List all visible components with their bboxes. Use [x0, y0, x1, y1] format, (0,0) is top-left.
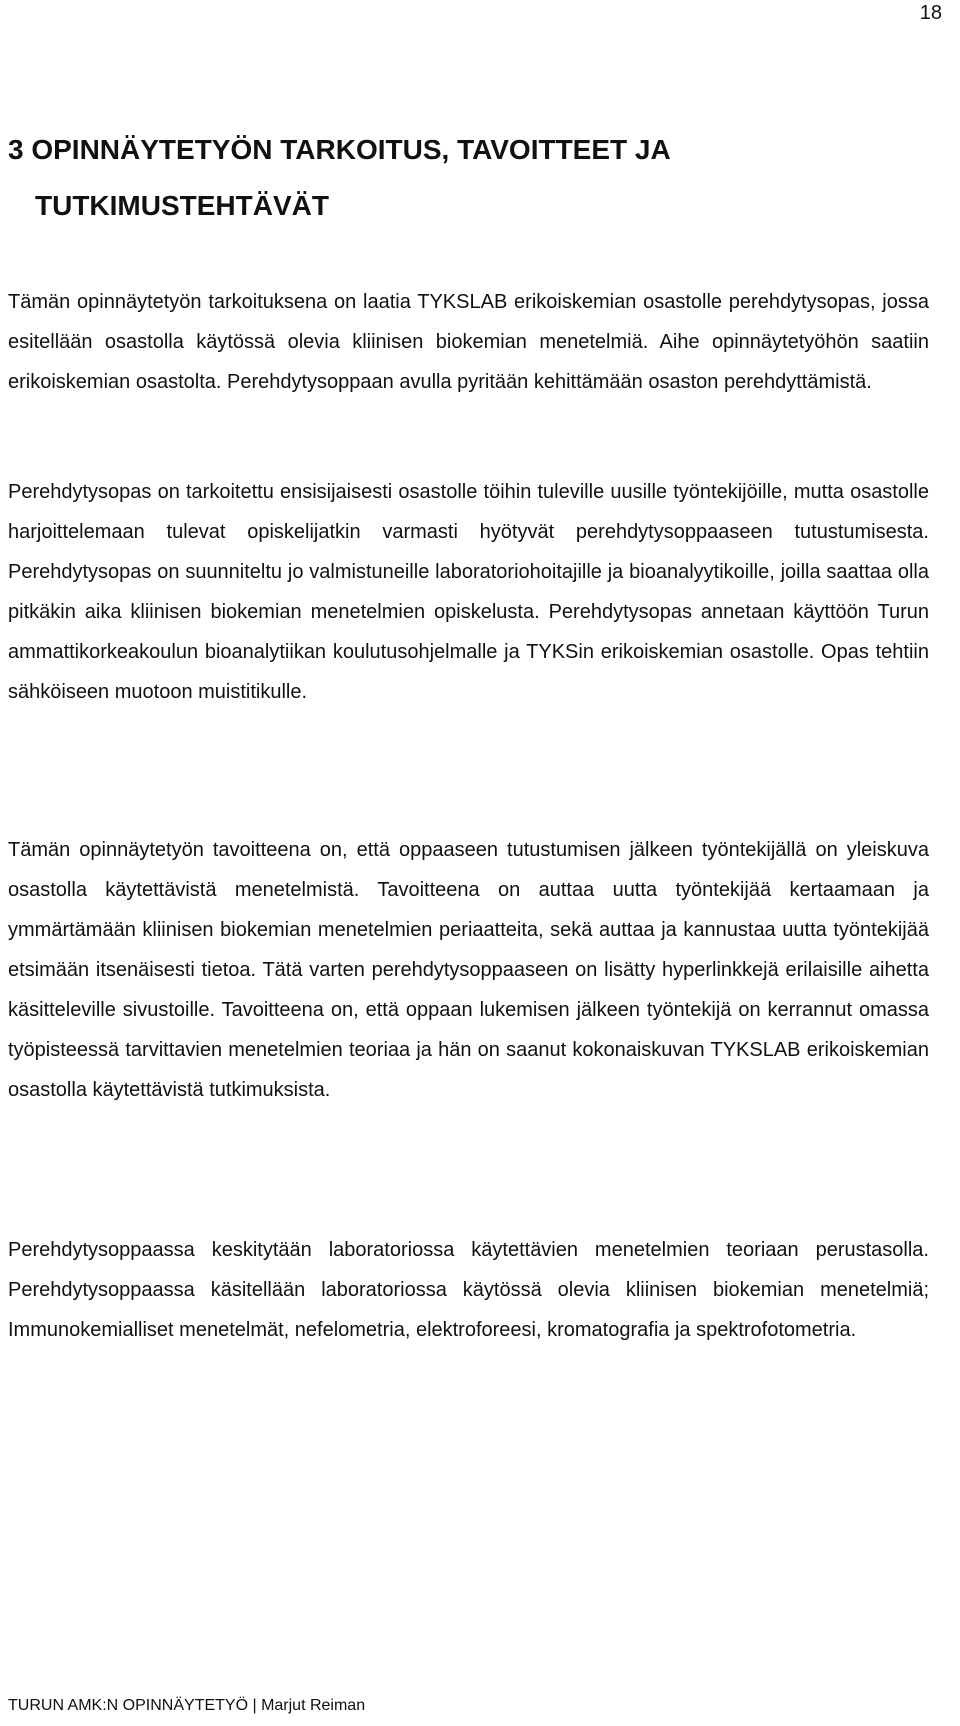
- chapter-heading-line-1: 3 OPINNÄYTETYÖN TARKOITUS, TAVOITTEET JA: [8, 134, 671, 165]
- chapter-heading-line-2: TUTKIMUSTEHTÄVÄT: [35, 190, 329, 221]
- paragraph-target-audience: Perehdytysopas on tarkoitettu ensisijaisesti osastolle töihin tuleville uusille työntekijöille, mutta osastolle harjoittelemaan tulevat opiskelijatkin varmasti hyötyvät perehdytysoppaaseen tutustumisesta. Perehdytysopas on suunniteltu jo valmistuneille laboratoriohoitajille ja bioanalyytikoille, joilla saattaa olla pitkäkin aika kliinisen biokemian menetelmien opiskelusta. Perehdytysopas annetaan käyttöön Turun ammattikorkeakoulun bioanalytiikan koulutusohjelmalle ja TYKSin erikoiskemian osastolle. Opas tehtiin sähköiseen muotoon muistitikulle.: [8, 481, 929, 703]
- page-number: 18: [919, 2, 942, 24]
- paragraph-scope: Perehdytysoppaassa keskitytään laboratoriossa käytettävien menetelmien teoriaan perustasolla. Perehdytysoppaassa käsitellään laboratoriossa käytössä olevia kliinisen biokemian menetelmiä; Immunokemialliset menetelmät, nefelometria, elektroforeesi, kromatografia ja spektrofotometria.: [8, 1239, 929, 1341]
- paragraph-purpose: Tämän opinnäytetyön tarkoituksena on laatia TYKSLAB erikoiskemian osastolle perehdytysopas, jossa esitellään osastolla käytössä olevia kliinisen biokemian menetelmiä. Aihe opinnäytetyöhön saatiin erikoiskemian osastolta. Perehdytysoppaan avulla pyritään kehittämään osaston perehdyttämistä.: [8, 291, 929, 393]
- page-footer: TURUN AMK:N OPINNÄYTETYÖ | Marjut Reiman: [8, 1697, 366, 1714]
- chapter-heading: [8, 122, 928, 234]
- paragraph-goals: Tämän opinnäytetyön tavoitteena on, että oppaaseen tutustumisen jälkeen työntekijällä on yleiskuva osastolla käytettävistä menetelmistä. Tavoitteena on auttaa uutta työntekijää kertaamaan ja ymmärtämään kliinisen biokemian menetelmien periaatteita, sekä auttaa ja kannustaa uutta työntekijää etsimään itsenäisesti tietoa. Tätä varten perehdytysoppaaseen on lisätty hyperlinkkejä erilaisille aihetta käsitteleville sivustoille. Tavoitteena on, että oppaan lukemisen jälkeen työntekijä on kerrannut omassa työpisteessä tarvittavien menetelmien teoriaa ja hän on saanut kokonaiskuvan TYKSLAB erikoiskemian osastolla käytettävistä tutkimuksista.: [8, 839, 929, 1101]
